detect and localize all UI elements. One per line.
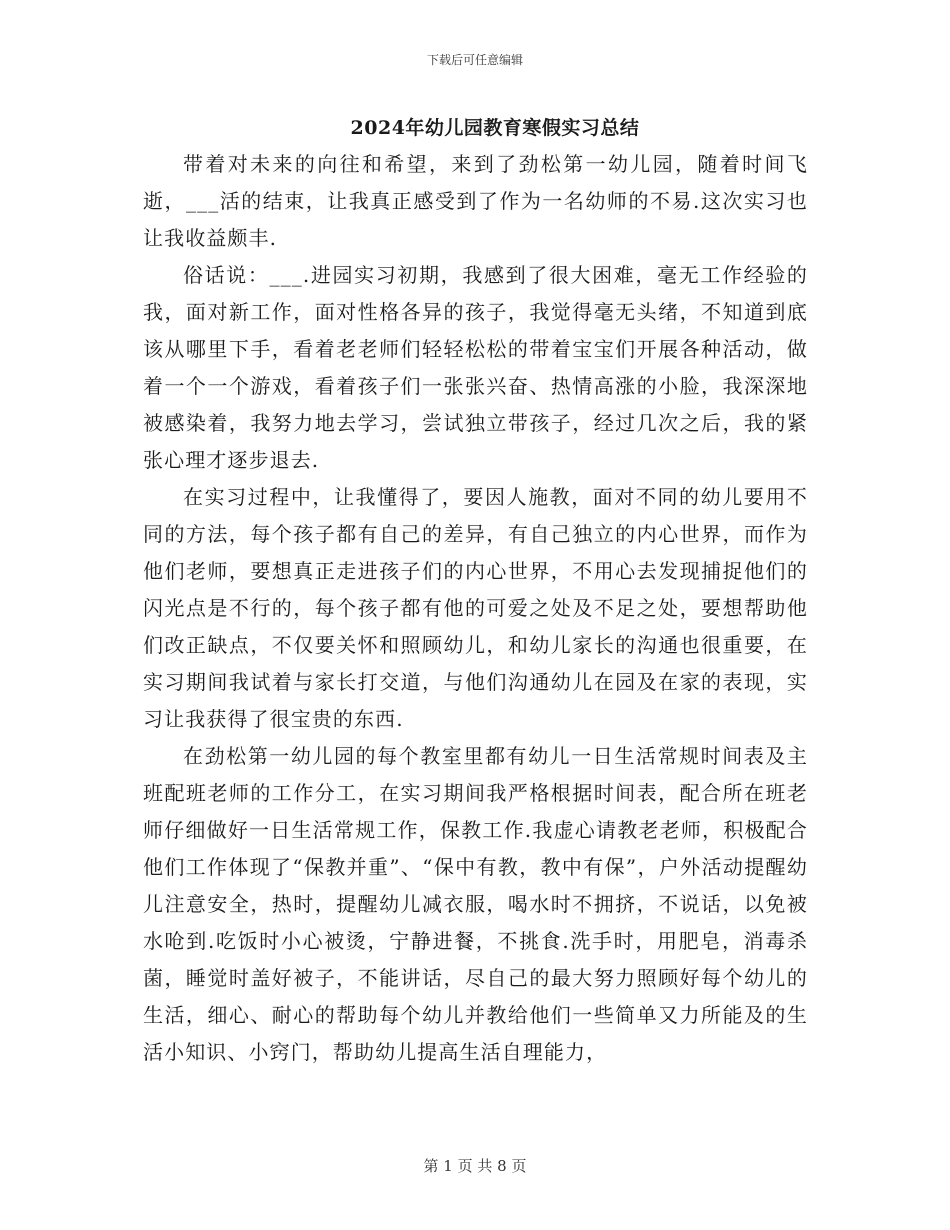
page-number-footer: 第 1 页 共 8 页 [423,1157,527,1175]
paragraph-early-internship: 俗话说：___.进园实习初期，我感到了很大困难，毫无工作经验的我，面对新工作，面对性格各异的孩子，我觉得毫无头绪，不知道到底该从哪里下手，看着老老师们轻轻松松的带着宝宝们开展各种活动，做着一个一个游戏，看着孩子们一张张兴奋、热情高涨的小脸，我深深地被感染着，我努力地去学习，尝试独立带孩子，经过几次之后，我的紧张心理才逐步退去. [143,263,808,472]
paragraph-daily-routine: 在劲松第一幼儿园的每个教室里都有幼儿一日生活常规时间表及主班配班老师的工作分工，在实习期间我严格根据时间表，配合所在班老师仔细做好一日生活常规工作，保教工作.我虚心请教老老师，积极配合他们工作体现了“保教并重”、“保中有教，教中有保”，户外活动提醒幼儿注意安全，热时，提醒幼儿减衣服，喝水时不拥挤，不说话，以免被水呛到.吃饭时小心被烫，宁静进餐，不挑食.洗手时，用肥皂，消毒杀菌，睡觉时盖好被子，不能讲话，尽自己的最大努力照顾好每个幼儿的生活，细心、耐心的帮助每个幼儿并教给他们一些简单又力所能及的生活小知识、小窍门，帮助幼儿提高生活自理能力， [143,744,808,1064]
page-header-note: 下载后可任意编辑 [426,53,523,67]
document-body [143,146,808,1071]
paragraph-teaching-lessons: 在实习过程中，让我懂得了，要因人施教，面对不同的幼儿要用不同的方法，每个孩子都有自己的差异，有自己独立的内心世界，而作为他们老师，要想真正走进孩子们的内心世界，不用心去发现捕捉他们的闪光点是不行的，每个孩子都有他的可爱之处及不足之处，要想帮助他们改正缺点，不仅要关怀和照顾幼儿，和幼儿家长的沟通也很重要，在实习期间我试着与家长打交道，与他们沟通幼儿在园及在家的表现，实习让我获得了很宝贵的东西. [143,485,808,731]
document-title: 2024年幼儿园教育寒假实习总结 [350,117,640,139]
paragraph-intro: 带着对未来的向往和希望，来到了劲松第一幼儿园，随着时间飞逝，___活的结束，让我真正感受到了作为一名幼师的不易.这次实习也让我收益颇丰. [143,152,808,250]
